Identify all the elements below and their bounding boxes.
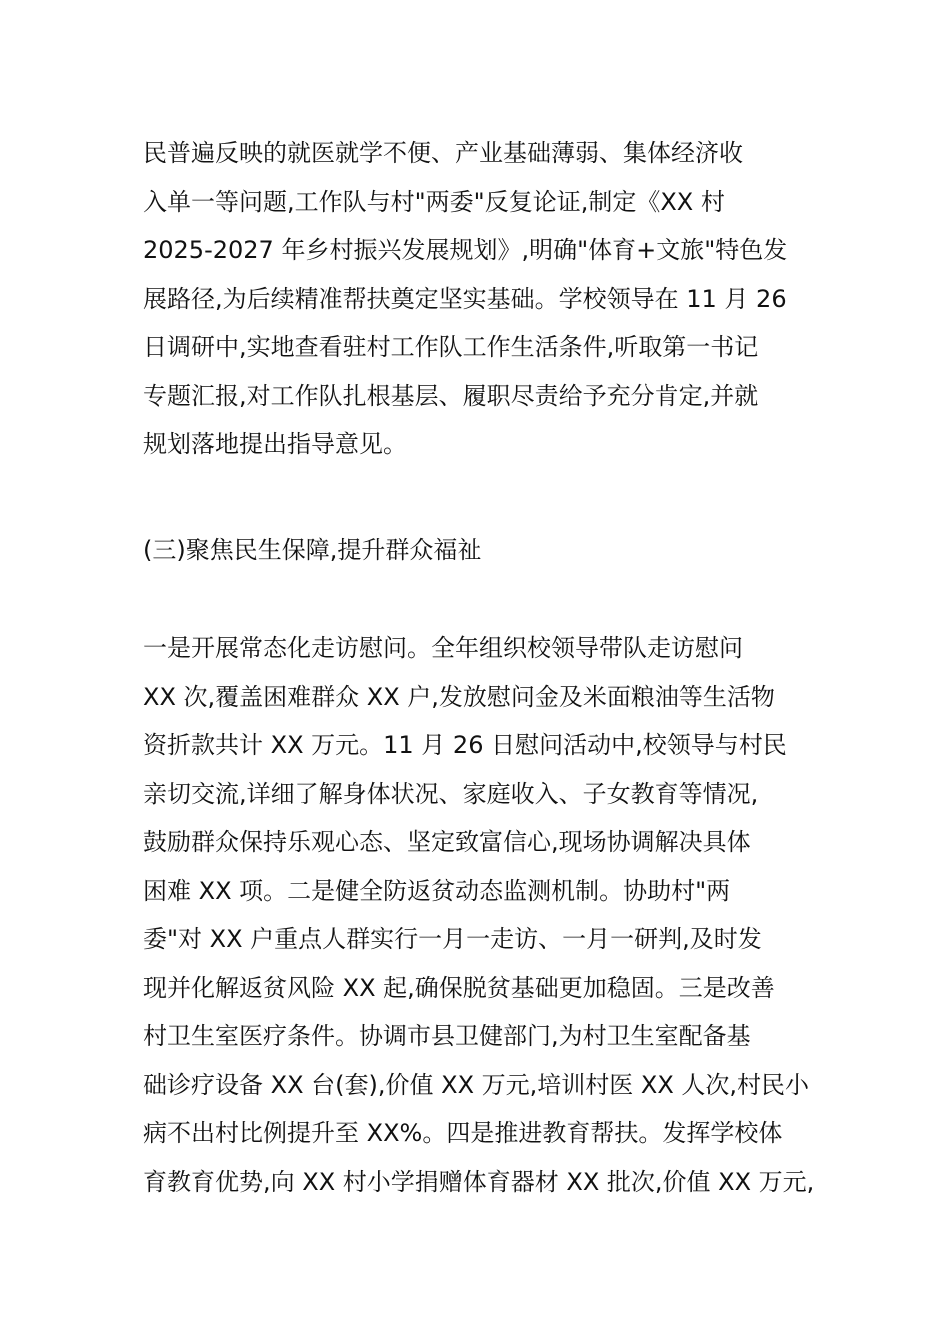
section-heading-text: (三)聚焦民生保障,提升群众福祉 — [143, 536, 482, 564]
paragraph-line: 亲切交流,详细了解身体状况、家庭收入、子女教育等情况, — [143, 779, 759, 808]
paragraph-line: 础诊疗设备 XX 台(套),价值 XX 万元,培训村医 XX 人次,村民小 — [143, 1070, 810, 1099]
paragraph-planning — [143, 129, 815, 469]
paragraph-line: 入单一等问题,工作队与村"两委"反复论证,制定《XX 村 — [143, 187, 725, 216]
paragraph-line: XX 次,覆盖困难群众 XX 户,发放慰问金及米面粮油等生活物 — [143, 682, 775, 711]
paragraph-line: 现并化解返贫风险 XX 起,确保脱贫基础更加稳固。三是改善 — [143, 973, 775, 1002]
paragraph-line: 规划落地提出指导意见。 — [143, 430, 407, 458]
paragraph-line: 鼓励群众保持乐观心态、坚定致富信心,现场协调解决具体 — [143, 828, 751, 856]
paragraph-line: 展路径,为后续精准帮扶奠定坚实基础。学校领导在 11 月 26 — [143, 284, 787, 313]
paragraph-line: 专题汇报,对工作队扎根基层、履职尽责给予充分肯定,并就 — [143, 381, 759, 410]
paragraph-line: 民普遍反映的就医就学不便、产业基础薄弱、集体经济收 — [143, 139, 743, 167]
paragraph-line: 2025-2027 年乡村振兴发展规划》,明确"体育+文旅"特色发 — [143, 236, 788, 264]
paragraph-livelihood — [143, 624, 815, 1206]
paragraph-line: 育教育优势,向 XX 村小学捐赠体育器材 XX 批次,价值 XX 万元, — [143, 1167, 815, 1196]
paragraph-line: 困难 XX 项。二是健全防返贫动态监测机制。协助村"两 — [143, 876, 731, 905]
paragraph-line: 日调研中,实地查看驻村工作队工作生活条件,听取第一书记 — [143, 333, 759, 361]
paragraph-line: 资折款共计 XX 万元。11 月 26 日慰问活动中,校领导与村民 — [143, 731, 787, 759]
paragraph-line: 一是开展常态化走访慰问。全年组织校领导带队走访慰问 — [143, 634, 743, 662]
section-heading — [143, 526, 815, 575]
paragraph-line: 委"对 XX 户重点人群实行一月一走访、一月一研判,及时发 — [143, 925, 762, 953]
paragraph-line: 病不出村比例提升至 XX%。四是推进教育帮扶。发挥学校体 — [143, 1119, 783, 1147]
paragraph-line: 村卫生室医疗条件。协调市县卫健部门,为村卫生室配备基 — [143, 1022, 751, 1050]
